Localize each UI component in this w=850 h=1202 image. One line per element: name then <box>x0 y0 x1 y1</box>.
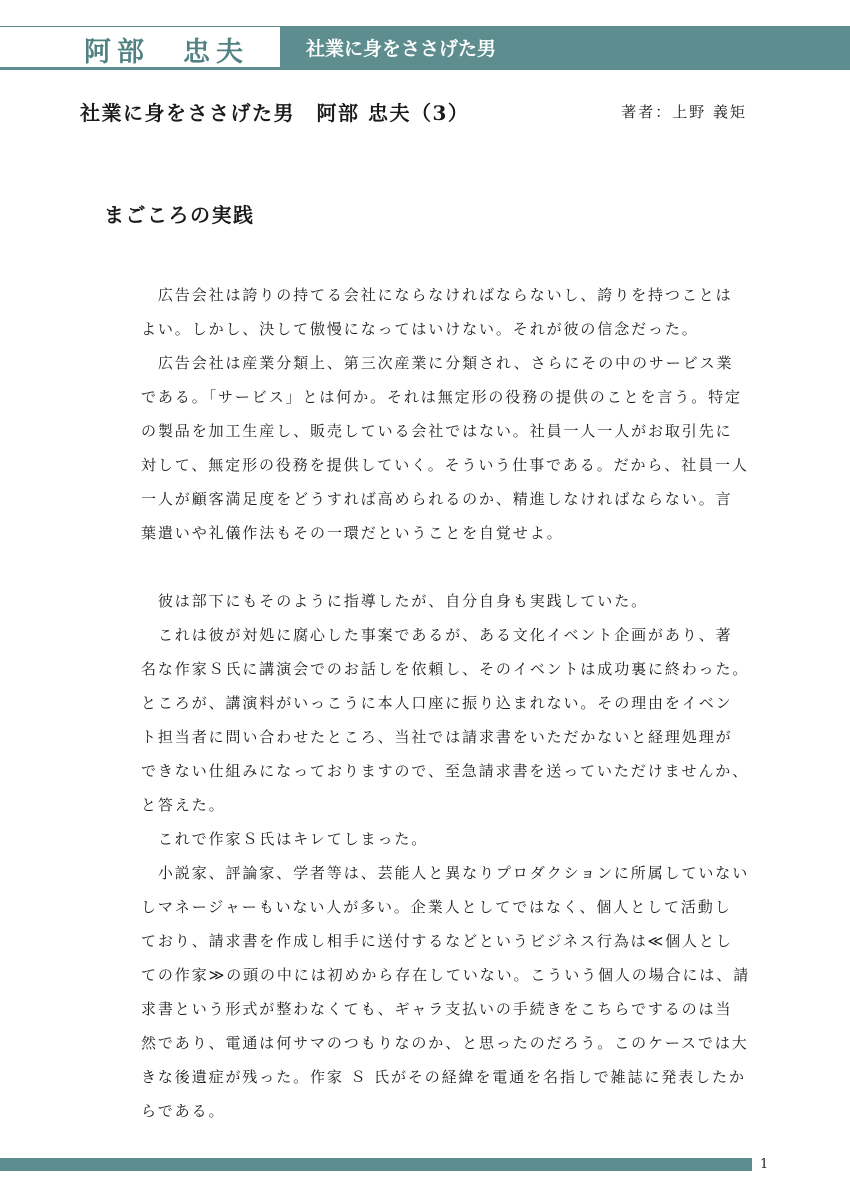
paragraph-gap <box>141 550 751 584</box>
text-line: の製品を加工生産し、販売している会社ではない。社員一人一人がお取引先に <box>141 422 733 440</box>
paragraph <box>141 618 751 822</box>
text-line: 小説家、評論家、学者等は、芸能人と異なりプロダクションに所属していない <box>141 864 750 882</box>
text-line: きな後遺症が残った。作家 Ｓ 氏がその経緯を電通を名指しで雑誌に発表したか <box>141 1068 746 1086</box>
text-line: 彼は部下にもそのように指導したが、自分自身も実践していた。 <box>141 592 649 610</box>
text-line: と答えた。 <box>141 796 226 814</box>
text-line: これで作家Ｓ氏はキレてしまった。 <box>141 830 429 848</box>
text-line: ト担当者に問い合わせたところ、当社では請求書をいただかないと経理処理が <box>141 728 733 746</box>
paragraph <box>141 822 751 856</box>
header-band <box>0 26 850 70</box>
text-line: できない仕組みになっておりますので、至急請求書を送っていただけませんか、 <box>141 762 750 780</box>
text-line: これは彼が対処に腐心した事案であるが、ある文化イベント企画があり、著 <box>141 626 733 644</box>
page-number: 1 <box>760 1157 769 1172</box>
header-person-name: 阿部 忠夫 <box>84 37 249 68</box>
text-line: ての作家≫の頭の中には初めから存在していない。こういう個人の場合には、請 <box>141 966 751 984</box>
text-line: 然であり、電通は何サマのつもりなのか、と思ったのだろう。このケースでは大 <box>141 1034 749 1052</box>
text-line: 名な作家Ｓ氏に講演会でのお話しを依頼し、そのイベントは成功裏に終わった。 <box>141 660 750 678</box>
paragraph <box>141 346 751 550</box>
text-line: 広告会社は産業分類上、第三次産業に分類され、さらにその中のサービス業 <box>141 354 734 372</box>
text-line: である。「サービス」とは何か。それは無定形の役務の提供のことを言う。特定 <box>141 388 742 406</box>
text-line: ており、請求書を作成し相手に送付するなどというビジネス行為は≪個人とし <box>141 932 733 950</box>
text-line: 一人が顧客満足度をどうすれば高められるのか、精進しなければならない。言 <box>141 490 733 508</box>
article-body <box>141 278 751 1128</box>
header-name-box <box>0 26 281 68</box>
paragraph <box>141 278 751 346</box>
text-line: 葉遣いや礼儀作法もその一環だということを自覚せよ。 <box>141 524 564 542</box>
text-line: しマネージャーもいない人が多い。企業人としてではなく、個人として活動し <box>141 898 732 916</box>
article-author: 著者：上野 義矩 <box>621 103 747 121</box>
text-line: 広告会社は誇りの持てる会社にならなければならないし、誇りを持つことは <box>141 286 733 304</box>
text-line: らである。 <box>141 1102 226 1120</box>
text-line: ところが、講演料がいっこうに本人口座に振り込まれない。その理由をイベン <box>141 694 733 712</box>
text-line: 対して、無定形の役務を提供していく。そういう仕事である。だから、社員一人 <box>141 456 749 474</box>
text-line: 求書という形式が整わなくても、ギャラ支払いの手続きをこちらでするのは当 <box>141 1000 733 1018</box>
header-series-title: 社業に身をささげた男 <box>306 38 497 60</box>
paragraph <box>141 584 751 618</box>
section-heading: まごころの実践 <box>104 203 255 227</box>
article-title: 社業に身をささげた男 阿部 忠夫（3） <box>80 101 470 125</box>
text-line: よい。しかし、決して傲慢になってはいけない。それが彼の信念だった。 <box>141 320 699 338</box>
paragraph <box>141 856 751 1128</box>
footer-band <box>0 1158 752 1171</box>
